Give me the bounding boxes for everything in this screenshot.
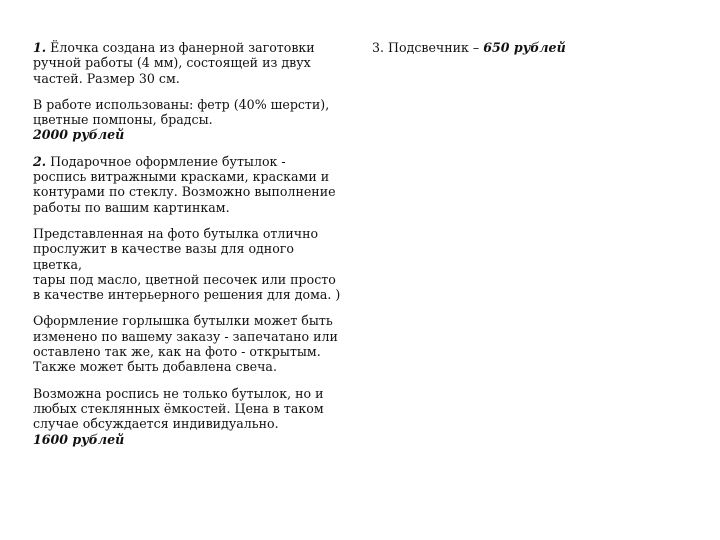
item3-line — [372, 40, 702, 55]
item2-paragraph-neck: Оформление горлышка бутылки может быть изменено по вашему заказу - запечатано или оставлено так же, как на фото - открытым. Также может быть добавлена свеча. — [33, 313, 338, 375]
left-column — [33, 40, 343, 447]
item3-label: 3. Подсвечник – — [372, 40, 484, 55]
item1-price-line — [33, 127, 343, 142]
item2-paragraph-other: Возможна роспись не только бутылок, но и любых стеклянных ёмкостей. Цена в таком случае обсуждается индивидуально. — [33, 385, 324, 432]
item2-text: Подарочное оформление бутылок - роспись витражными красками, красками и контурами по стеклу. Возможно выполнение работы по вашим картинкам. — [33, 153, 336, 215]
item3-price: 650 рублей — [483, 40, 566, 55]
item2-price: 1600 рублей — [33, 431, 125, 447]
item2-price-line — [33, 432, 343, 447]
item1-number: 1. — [33, 40, 47, 55]
item2-description — [33, 154, 343, 215]
item2-paragraph-vase: Представленная на фото бутылка отлично прослужит в качестве вазы для одного цветка, тары под масло, цветной песочек или просто в качестве интерьерного решения для дома. ) — [33, 225, 341, 303]
item1-text: Ёлочка создана из фанерной заготовки ручной работы (4 мм), состоящей из двух частей. Размер 30 см. — [33, 40, 315, 86]
item1-materials: В работе использованы: фетр (40% шерсти), цветные помпоны, брадсы. — [33, 96, 330, 128]
item2-number: 2. — [33, 153, 47, 169]
item1-price: 2000 рублей — [33, 127, 125, 143]
right-column — [372, 40, 702, 55]
item1-description — [33, 40, 343, 86]
